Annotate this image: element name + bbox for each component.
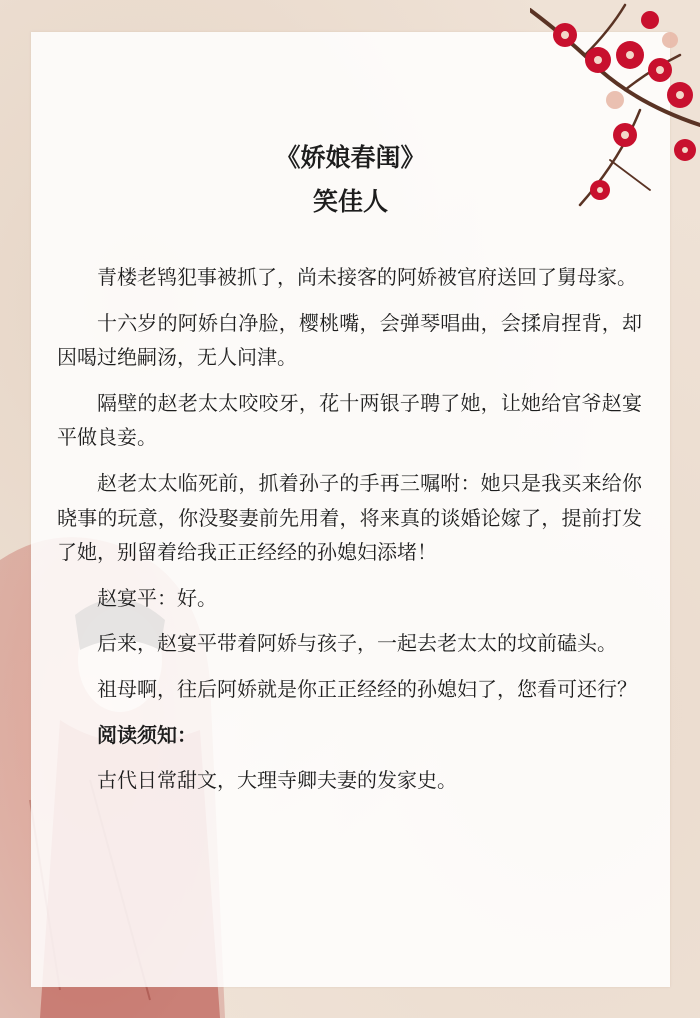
paragraph: 赵老太太临死前，抓着孙子的手再三嘱咐：她只是我买来给你晓事的玩意，你没娶妻前先用着，将来真的谈婚论嫁了，提前打发了她，别留着给我正正经经的孙媳妇添堵！ xyxy=(57,470,642,565)
paragraph: 赵宴平：好。 xyxy=(97,585,217,610)
synopsis xyxy=(57,260,642,809)
book-title: 《娇娘春闺》 xyxy=(275,143,426,172)
paragraph: 隔壁的赵老太太咬咬牙，花十两银子聘了她，让她给官爷赵宴平做良妾。 xyxy=(57,390,642,450)
paragraph: 后来，赵宴平带着阿娇与孩子，一起去老太太的坟前磕头。 xyxy=(97,631,617,656)
paragraph: 青楼老鸨犯事被抓了，尚未接客的阿娇被官府送回了舅母家。 xyxy=(97,265,637,289)
notice-text: 古代日常甜文，大理寺卿夫妻的发家史。 xyxy=(97,768,457,793)
paragraph: 十六岁的阿娇白净脸，樱桃嘴，会弹琴唱曲，会揉肩捏背，却因喝过绝嗣汤，无人问津。 xyxy=(57,310,642,370)
author-name: 笑佳人 xyxy=(312,187,388,216)
paragraph: 祖母啊，往后阿娇就是你正正经经的孙媳妇了，您看可还行？ xyxy=(97,676,637,701)
notice-heading: 阅读须知： xyxy=(97,722,197,747)
